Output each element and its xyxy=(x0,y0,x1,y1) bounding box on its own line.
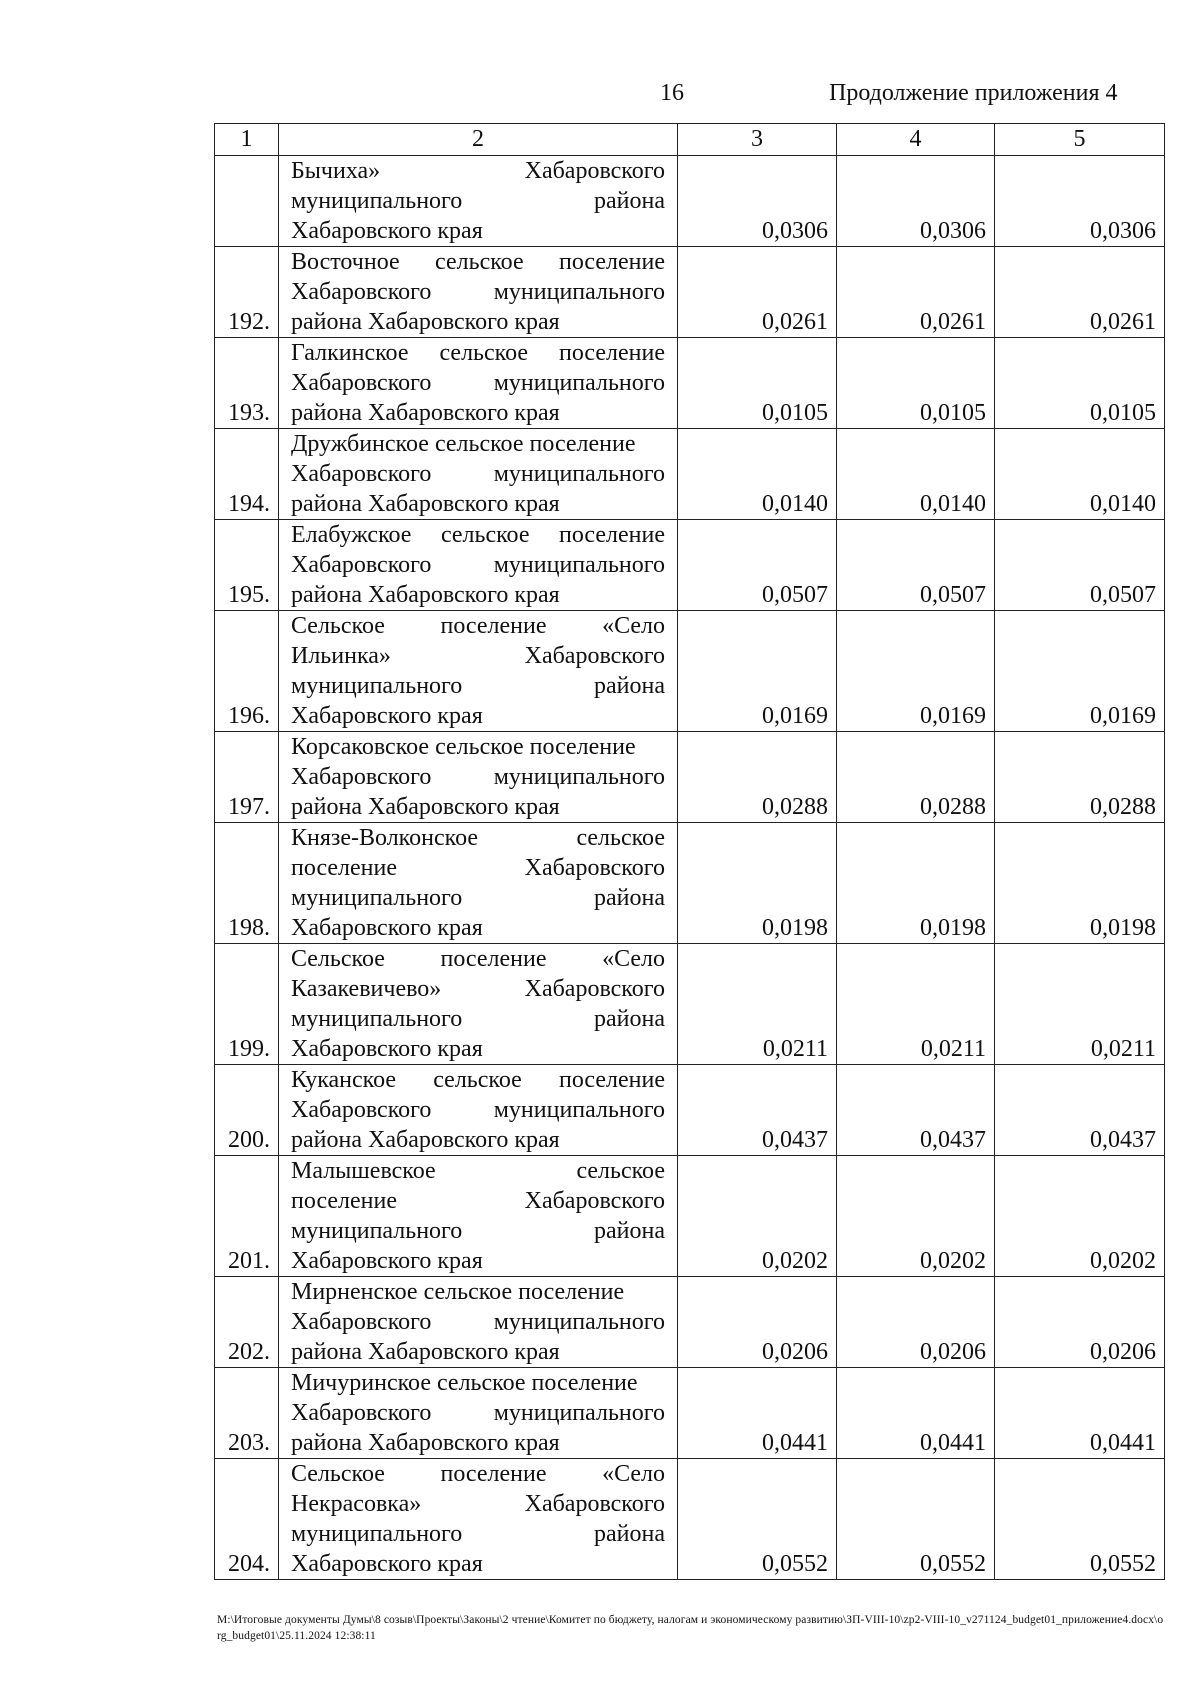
name-word: муниципального xyxy=(493,370,665,396)
name-word: поселение xyxy=(558,1067,665,1093)
name-line xyxy=(291,1065,665,1095)
name-word: муниципального xyxy=(493,461,665,487)
row-number: 198. xyxy=(215,823,279,944)
name-line xyxy=(291,1125,665,1155)
value-col-4: 0,0437 xyxy=(837,1065,995,1156)
value-col-4: 0,0261 xyxy=(837,247,995,338)
name-word: муниципального xyxy=(291,673,463,699)
municipality-name xyxy=(279,1277,678,1368)
name-line xyxy=(291,611,665,641)
name-word: Хабаровского xyxy=(524,855,665,881)
name-line xyxy=(291,883,665,913)
row-number: 195. xyxy=(215,520,279,611)
value-col-3: 0,0202 xyxy=(678,1156,837,1277)
municipality-name xyxy=(279,823,678,944)
name-word: муниципального xyxy=(493,279,665,305)
row-number: 193. xyxy=(215,338,279,429)
name-word: района Хабаровского края xyxy=(291,309,560,335)
value-col-3: 0,0507 xyxy=(678,520,837,611)
name-line xyxy=(291,550,665,580)
name-line xyxy=(291,1186,665,1216)
name-word: муниципального xyxy=(291,1006,463,1032)
table-row xyxy=(215,338,1165,429)
name-word: Хабаровского xyxy=(524,643,665,669)
name-line xyxy=(291,792,665,822)
name-word: Мирненское сельское поселение xyxy=(291,1279,625,1305)
name-word: Хабаровского xyxy=(524,158,665,184)
table-row xyxy=(215,944,1165,1065)
name-word: поселение xyxy=(558,522,665,548)
municipality-name xyxy=(279,611,678,732)
value-col-4: 0,0441 xyxy=(837,1368,995,1459)
row-number: 200. xyxy=(215,1065,279,1156)
table-row xyxy=(215,1065,1165,1156)
name-line xyxy=(291,307,665,337)
name-line xyxy=(291,398,665,428)
name-line xyxy=(291,974,665,1004)
name-line xyxy=(291,1428,665,1458)
municipality-name xyxy=(279,429,678,520)
name-word: района xyxy=(594,1006,665,1032)
table-row xyxy=(215,611,1165,732)
name-word: муниципального xyxy=(493,1309,665,1335)
value-col-3: 0,0198 xyxy=(678,823,837,944)
table-row xyxy=(215,520,1165,611)
name-line xyxy=(291,216,665,246)
table-row xyxy=(215,1459,1165,1580)
name-line xyxy=(291,701,665,731)
name-word: «Село xyxy=(602,946,665,972)
name-line xyxy=(291,338,665,368)
value-col-5: 0,0288 xyxy=(995,732,1165,823)
appendix-table xyxy=(214,123,1165,1580)
name-word: сельское xyxy=(435,249,524,275)
value-col-5: 0,0198 xyxy=(995,823,1165,944)
name-word: Некрасовка» xyxy=(291,1491,422,1517)
name-word: Хабаровского xyxy=(291,461,432,487)
name-word: Хабаровского xyxy=(524,1188,665,1214)
value-col-5: 0,0306 xyxy=(995,156,1165,247)
name-word: района xyxy=(594,1218,665,1244)
table-row xyxy=(215,429,1165,520)
row-number: 199. xyxy=(215,944,279,1065)
value-col-5: 0,0552 xyxy=(995,1459,1165,1580)
municipality-name xyxy=(279,944,678,1065)
name-line xyxy=(291,1034,665,1064)
value-col-4: 0,0105 xyxy=(837,338,995,429)
name-word: Хабаровского xyxy=(291,1400,432,1426)
table-row xyxy=(215,1156,1165,1277)
name-word: района Хабаровского края xyxy=(291,582,560,608)
value-col-3: 0,0206 xyxy=(678,1277,837,1368)
name-word: муниципального xyxy=(291,885,463,911)
value-col-4: 0,0507 xyxy=(837,520,995,611)
value-col-4: 0,0552 xyxy=(837,1459,995,1580)
municipality-name xyxy=(279,338,678,429)
value-col-5: 0,0441 xyxy=(995,1368,1165,1459)
value-col-4: 0,0306 xyxy=(837,156,995,247)
name-word: муниципального xyxy=(291,188,463,214)
name-word: муниципального xyxy=(493,1400,665,1426)
row-number: 192. xyxy=(215,247,279,338)
municipality-name xyxy=(279,1459,678,1580)
value-col-4: 0,0202 xyxy=(837,1156,995,1277)
name-word: поселение xyxy=(558,340,665,366)
table-row xyxy=(215,1277,1165,1368)
name-word: поселение xyxy=(291,855,398,881)
name-line xyxy=(291,1398,665,1428)
name-word: поселение xyxy=(558,249,665,275)
name-line xyxy=(291,186,665,216)
name-line xyxy=(291,1004,665,1034)
name-line xyxy=(291,277,665,307)
name-word: Хабаровского края xyxy=(291,218,483,244)
name-line xyxy=(291,1549,665,1579)
name-word: Хабаровского xyxy=(291,1097,432,1123)
name-line xyxy=(291,671,665,701)
value-col-3: 0,0105 xyxy=(678,338,837,429)
value-col-3: 0,0552 xyxy=(678,1459,837,1580)
name-line xyxy=(291,1156,665,1186)
name-word: Корсаковское сельское поселение xyxy=(291,734,636,760)
value-col-4: 0,0206 xyxy=(837,1277,995,1368)
name-word: «Село xyxy=(602,613,665,639)
name-line xyxy=(291,732,665,762)
value-col-3: 0,0169 xyxy=(678,611,837,732)
name-line xyxy=(291,247,665,277)
table-row xyxy=(215,1368,1165,1459)
name-line xyxy=(291,489,665,519)
name-word: Хабаровского края xyxy=(291,703,483,729)
municipality-name xyxy=(279,1156,678,1277)
municipality-name xyxy=(279,247,678,338)
row-number: 194. xyxy=(215,429,279,520)
name-word: муниципального xyxy=(493,1097,665,1123)
name-word: Восточное xyxy=(291,249,400,275)
value-col-3: 0,0140 xyxy=(678,429,837,520)
value-col-5: 0,0169 xyxy=(995,611,1165,732)
column-header-5: 5 xyxy=(995,124,1165,156)
column-header-3: 3 xyxy=(678,124,837,156)
column-header-2: 2 xyxy=(279,124,678,156)
name-word: сельское xyxy=(440,522,530,548)
name-line xyxy=(291,823,665,853)
name-word: сельское xyxy=(433,1067,522,1093)
municipality-name xyxy=(279,732,678,823)
name-word: Князе-Волконское xyxy=(291,825,479,851)
value-col-5: 0,0202 xyxy=(995,1156,1165,1277)
name-word: Сельское xyxy=(291,1461,385,1487)
name-line xyxy=(291,520,665,550)
name-line xyxy=(291,641,665,671)
name-word: района Хабаровского края xyxy=(291,794,560,820)
appendix-continuation-note: Продолжение приложения 4 xyxy=(829,80,1118,106)
row-number xyxy=(215,156,279,247)
name-word: сельское xyxy=(439,340,529,366)
value-col-3: 0,0437 xyxy=(678,1065,837,1156)
name-line xyxy=(291,1489,665,1519)
name-word: Хабаровского xyxy=(291,764,432,790)
column-header-4: 4 xyxy=(837,124,995,156)
name-line xyxy=(291,1368,665,1398)
name-word: Сельское xyxy=(291,946,385,972)
municipality-name xyxy=(279,1368,678,1459)
name-word: Хабаровского xyxy=(524,976,665,1002)
table-header-row xyxy=(215,124,1165,156)
name-word: поселение xyxy=(440,613,547,639)
value-col-5: 0,0140 xyxy=(995,429,1165,520)
value-col-4: 0,0140 xyxy=(837,429,995,520)
value-col-5: 0,0261 xyxy=(995,247,1165,338)
name-line xyxy=(291,853,665,883)
name-line xyxy=(291,913,665,943)
name-word: поселение xyxy=(291,1188,398,1214)
name-line xyxy=(291,459,665,489)
value-col-3: 0,0261 xyxy=(678,247,837,338)
name-word: поселение xyxy=(440,1461,547,1487)
name-word: Ильинка» xyxy=(291,643,391,669)
name-line xyxy=(291,944,665,974)
name-line xyxy=(291,1277,665,1307)
value-col-5: 0,0105 xyxy=(995,338,1165,429)
row-number: 203. xyxy=(215,1368,279,1459)
name-word: Бычиха» xyxy=(291,158,381,184)
name-word: Хабаровского края xyxy=(291,1551,483,1577)
name-line xyxy=(291,1519,665,1549)
name-word: Хабаровского края xyxy=(291,1036,483,1062)
name-word: муниципального xyxy=(493,552,665,578)
table-row xyxy=(215,156,1165,247)
column-header-1: 1 xyxy=(215,124,279,156)
name-word: сельское xyxy=(576,825,665,851)
name-word: Хабаровского xyxy=(291,279,432,305)
municipality-name xyxy=(279,156,678,247)
name-word: поселение xyxy=(440,946,547,972)
value-col-3: 0,0288 xyxy=(678,732,837,823)
name-word: Хабаровского xyxy=(524,1491,665,1517)
name-word: Хабаровского xyxy=(291,370,432,396)
value-col-3: 0,0441 xyxy=(678,1368,837,1459)
value-col-5: 0,0211 xyxy=(995,944,1165,1065)
name-word: района xyxy=(594,188,665,214)
municipality-name xyxy=(279,520,678,611)
name-word: района Хабаровского края xyxy=(291,1430,560,1456)
name-word: района xyxy=(594,673,665,699)
value-col-3: 0,0211 xyxy=(678,944,837,1065)
name-word: Казакевичево» xyxy=(291,976,442,1002)
value-col-5: 0,0206 xyxy=(995,1277,1165,1368)
name-line xyxy=(291,1095,665,1125)
page-number: 16 xyxy=(660,80,684,106)
name-word: муниципального xyxy=(291,1218,463,1244)
name-word: муниципального xyxy=(291,1521,463,1547)
name-line xyxy=(291,762,665,792)
table-row xyxy=(215,732,1165,823)
name-word: сельское xyxy=(576,1158,665,1184)
name-word: района Хабаровского края xyxy=(291,400,560,426)
table-body xyxy=(215,156,1165,1580)
name-word: Хабаровского xyxy=(291,552,432,578)
document-file-path: M:\Итоговые документы Думы\8 созыв\Проекты\Законы\2 чтение\Комитет по бюджету, налогам и экономическому развитию\ЗП-VIII-10\zp2-VIII-10_v271124_budget01_приложение4.docx\org_budget01\25.11.2024 12:38:11 xyxy=(217,1614,1164,1642)
name-word: Дружбинское сельское поселение xyxy=(291,431,636,457)
name-line xyxy=(291,1307,665,1337)
value-col-4: 0,0198 xyxy=(837,823,995,944)
name-line xyxy=(291,156,665,186)
value-col-5: 0,0437 xyxy=(995,1065,1165,1156)
value-col-5: 0,0507 xyxy=(995,520,1165,611)
name-word: Хабаровского края xyxy=(291,1248,483,1274)
value-col-3: 0,0306 xyxy=(678,156,837,247)
row-number: 204. xyxy=(215,1459,279,1580)
name-word: Малышевское xyxy=(291,1158,436,1184)
name-word: Сельское xyxy=(291,613,385,639)
name-line xyxy=(291,1337,665,1367)
name-line xyxy=(291,368,665,398)
municipality-name xyxy=(279,1065,678,1156)
name-word: района Хабаровского края xyxy=(291,1127,560,1153)
name-line xyxy=(291,1216,665,1246)
name-word: Елабужское xyxy=(291,522,412,548)
name-word: района xyxy=(594,885,665,911)
name-line xyxy=(291,1459,665,1489)
name-word: района xyxy=(594,1521,665,1547)
value-col-4: 0,0211 xyxy=(837,944,995,1065)
row-number: 197. xyxy=(215,732,279,823)
name-word: Галкинское xyxy=(291,340,409,366)
row-number: 201. xyxy=(215,1156,279,1277)
row-number: 202. xyxy=(215,1277,279,1368)
name-line xyxy=(291,429,665,459)
name-line xyxy=(291,580,665,610)
name-word: Хабаровского xyxy=(291,1309,432,1335)
name-word: района Хабаровского края xyxy=(291,1339,560,1365)
name-word: «Село xyxy=(602,1461,665,1487)
table-row xyxy=(215,247,1165,338)
name-word: Хабаровского края xyxy=(291,915,483,941)
name-word: Куканское xyxy=(291,1067,397,1093)
table-row xyxy=(215,823,1165,944)
name-line xyxy=(291,1246,665,1276)
value-col-4: 0,0169 xyxy=(837,611,995,732)
name-word: района Хабаровского края xyxy=(291,491,560,517)
value-col-4: 0,0288 xyxy=(837,732,995,823)
row-number: 196. xyxy=(215,611,279,732)
name-word: Мичуринское сельское поселение xyxy=(291,1370,638,1396)
name-word: муниципального xyxy=(493,764,665,790)
